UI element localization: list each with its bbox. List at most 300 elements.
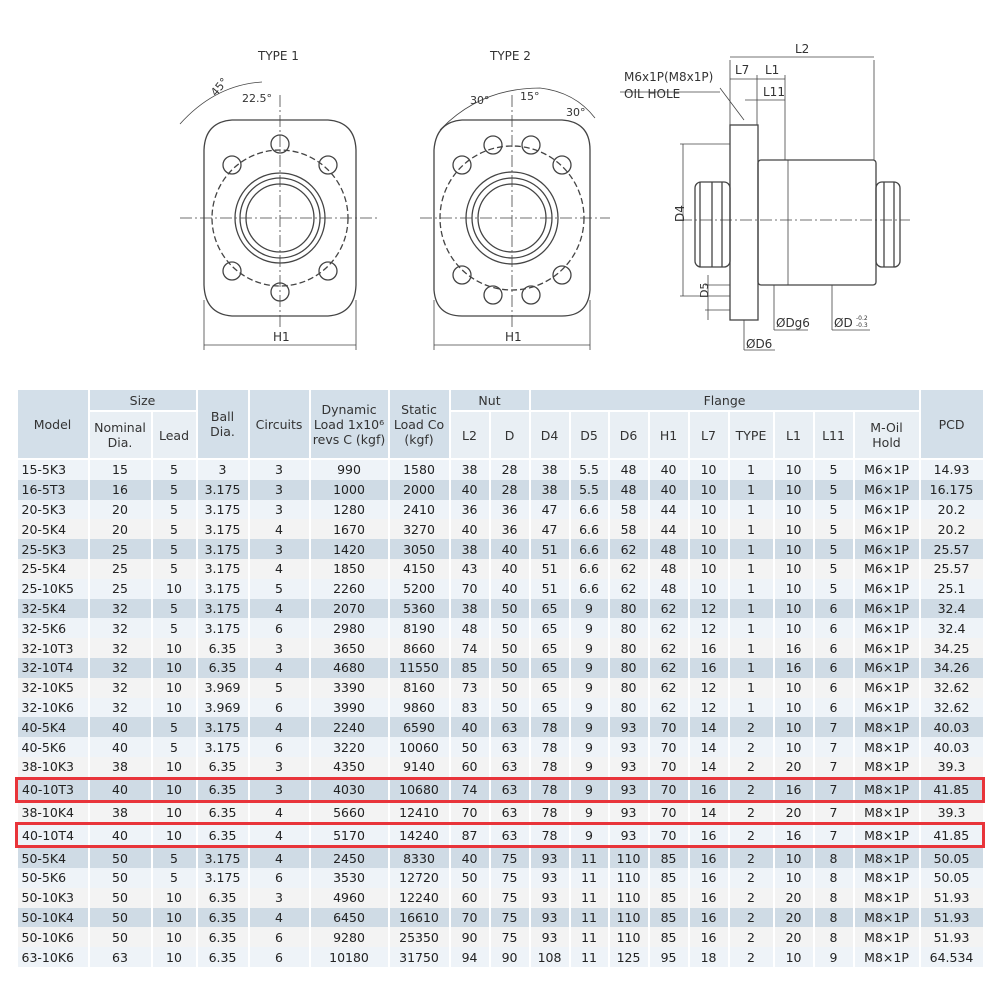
table-cell: 2 <box>729 824 774 847</box>
table-cell: 48 <box>609 480 649 500</box>
table-cell: 70 <box>649 801 689 824</box>
table-cell: 20 <box>774 927 814 947</box>
table-cell: 51.93 <box>920 927 984 947</box>
table-cell: 4 <box>249 658 310 678</box>
table-cell: 110 <box>609 868 649 888</box>
model-cell: 25-5K4 <box>17 559 89 579</box>
table-cell: 3.175 <box>197 519 249 539</box>
table-cell: 32.4 <box>920 618 984 638</box>
table-cell: 2260 <box>310 579 389 599</box>
table-cell: 6.6 <box>570 559 609 579</box>
table-cell: 75 <box>490 847 530 868</box>
d4-label: D4 <box>673 205 687 222</box>
table-cell: 3 <box>249 480 310 500</box>
table-cell: 110 <box>609 927 649 947</box>
table-cell: 63 <box>490 801 530 824</box>
table-cell: 8660 <box>389 638 450 658</box>
header-d6: D6 <box>609 411 649 459</box>
table-cell: 75 <box>490 908 530 928</box>
table-cell: 1 <box>729 539 774 559</box>
table-row <box>17 599 984 619</box>
table-cell: 10 <box>689 539 729 559</box>
table-cell: 38 <box>450 539 490 559</box>
table-cell: 5 <box>814 459 854 480</box>
table-cell: 1 <box>729 658 774 678</box>
table-cell: 50 <box>490 678 530 698</box>
table-cell: M6×1P <box>854 599 920 619</box>
table-cell: 70 <box>649 717 689 737</box>
table-cell: 3.969 <box>197 698 249 718</box>
table-cell: 1280 <box>310 500 389 520</box>
table-cell: 11 <box>570 847 609 868</box>
table-cell: 10 <box>774 847 814 868</box>
table-cell: 8 <box>814 888 854 908</box>
table-cell: 6.35 <box>197 888 249 908</box>
header-l1: L1 <box>774 411 814 459</box>
table-cell: 5 <box>814 500 854 520</box>
table-cell: 50 <box>89 908 152 928</box>
table-cell: 95 <box>649 947 689 967</box>
table-cell: 3530 <box>310 868 389 888</box>
table-cell: 5 <box>814 480 854 500</box>
table-cell: 41.85 <box>920 824 984 847</box>
table-cell: 1 <box>729 459 774 480</box>
table-cell: 3 <box>249 459 310 480</box>
table-cell: 5.5 <box>570 459 609 480</box>
table-cell: 16 <box>774 824 814 847</box>
table-cell: 80 <box>609 678 649 698</box>
table-cell: 9 <box>570 737 609 757</box>
table-cell: M6×1P <box>854 638 920 658</box>
table-cell: 40 <box>89 824 152 847</box>
table-cell: 51.93 <box>920 908 984 928</box>
table-cell: 5 <box>152 559 197 579</box>
table-cell: 14240 <box>389 824 450 847</box>
model-cell: 38-10K3 <box>17 757 89 778</box>
table-cell: 39.3 <box>920 801 984 824</box>
table-cell: 5 <box>249 579 310 599</box>
table-cell: 50 <box>490 618 530 638</box>
table-cell: 28 <box>490 459 530 480</box>
table-cell: 50 <box>490 599 530 619</box>
table-cell: 6 <box>249 868 310 888</box>
table-cell: 5 <box>814 579 854 599</box>
type2-angle-15: 15° <box>520 90 540 103</box>
table-cell: 73 <box>450 678 490 698</box>
table-row <box>17 888 984 908</box>
table-row <box>17 947 984 967</box>
table-cell: 5 <box>152 868 197 888</box>
table-cell: 1 <box>729 579 774 599</box>
table-cell: 1 <box>729 519 774 539</box>
table-cell: 78 <box>530 778 570 801</box>
table-cell: 16 <box>689 888 729 908</box>
table-cell: 32.62 <box>920 698 984 718</box>
table-cell: 6.35 <box>197 778 249 801</box>
table-cell: 10 <box>152 678 197 698</box>
table-cell: 58 <box>609 500 649 520</box>
table-cell: 50 <box>89 847 152 868</box>
table-cell: 9 <box>570 638 609 658</box>
table-cell: 20.2 <box>920 519 984 539</box>
table-cell: 85 <box>649 868 689 888</box>
table-cell: 3050 <box>389 539 450 559</box>
table-cell: M6×1P <box>854 678 920 698</box>
table-cell: 51.93 <box>920 888 984 908</box>
table-cell: 80 <box>609 618 649 638</box>
table-row <box>17 847 984 868</box>
table-cell: 3.969 <box>197 678 249 698</box>
table-cell: 40 <box>450 519 490 539</box>
table-cell: 25350 <box>389 927 450 947</box>
table-cell: 62 <box>649 638 689 658</box>
table-cell: 38 <box>89 801 152 824</box>
model-cell: 40-5K4 <box>17 717 89 737</box>
l7-label: L7 <box>735 63 750 77</box>
table-cell: 10 <box>774 539 814 559</box>
table-cell: 10 <box>689 559 729 579</box>
table-cell: 110 <box>609 847 649 868</box>
table-cell: 9860 <box>389 698 450 718</box>
table-cell: 4 <box>249 717 310 737</box>
table-cell: 25.1 <box>920 579 984 599</box>
table-cell: 16 <box>689 658 729 678</box>
table-cell: 85 <box>649 888 689 908</box>
table-cell: 8190 <box>389 618 450 638</box>
table-cell: 10 <box>152 658 197 678</box>
table-cell: 10 <box>152 947 197 967</box>
table-cell: 93 <box>609 737 649 757</box>
table-cell: 16 <box>689 638 729 658</box>
table-cell: 62 <box>649 658 689 678</box>
header-d4: D4 <box>530 411 570 459</box>
table-cell: 6 <box>814 618 854 638</box>
table-cell: 74 <box>450 638 490 658</box>
type2-angle-30-left: 30° <box>470 94 490 107</box>
table-cell: 6 <box>814 638 854 658</box>
table-cell: 3270 <box>389 519 450 539</box>
header-d5: D5 <box>570 411 609 459</box>
table-row <box>17 778 984 801</box>
table-cell: 65 <box>530 599 570 619</box>
table-cell: 70 <box>649 737 689 757</box>
table-cell: 4 <box>249 847 310 868</box>
table-cell: 10 <box>774 868 814 888</box>
header-lead: Lead <box>152 411 197 459</box>
model-cell: 40-5K6 <box>17 737 89 757</box>
table-cell: 12 <box>689 698 729 718</box>
table-cell: 6.35 <box>197 801 249 824</box>
table-cell: M6×1P <box>854 519 920 539</box>
table-row <box>17 737 984 757</box>
type2-angle-30-right: 30° <box>566 106 586 119</box>
table-cell: 65 <box>530 658 570 678</box>
model-cell: 32-5K6 <box>17 618 89 638</box>
table-cell: 70 <box>450 579 490 599</box>
table-cell: 51 <box>530 539 570 559</box>
table-cell: 70 <box>649 757 689 778</box>
table-cell: 44 <box>649 500 689 520</box>
table-cell: 8160 <box>389 678 450 698</box>
table-cell: 65 <box>530 698 570 718</box>
table-cell: 125 <box>609 947 649 967</box>
model-cell: 32-10T3 <box>17 638 89 658</box>
table-cell: 1 <box>729 638 774 658</box>
model-cell: 63-10K6 <box>17 947 89 967</box>
table-cell: 93 <box>609 801 649 824</box>
table-cell: 63 <box>89 947 152 967</box>
table-cell: 40 <box>649 480 689 500</box>
table-cell: 6 <box>814 599 854 619</box>
table-cell: 8330 <box>389 847 450 868</box>
table-cell: 2 <box>729 737 774 757</box>
model-cell: 50-5K4 <box>17 847 89 868</box>
table-row <box>17 459 984 480</box>
table-cell: 5 <box>152 618 197 638</box>
table-cell: M8×1P <box>854 757 920 778</box>
header-m-oil-hold: M-Oil Hold <box>854 411 920 459</box>
table-cell: 4030 <box>310 778 389 801</box>
table-row <box>17 500 984 520</box>
table-cell: 74 <box>450 778 490 801</box>
table-cell: 32 <box>89 638 152 658</box>
l1-label: L1 <box>765 63 780 77</box>
table-cell: M8×1P <box>854 737 920 757</box>
table-cell: 62 <box>649 678 689 698</box>
table-cell: 3.175 <box>197 599 249 619</box>
table-cell: 2 <box>729 908 774 928</box>
table-cell: 2240 <box>310 717 389 737</box>
table-cell: 10060 <box>389 737 450 757</box>
table-row <box>17 618 984 638</box>
header-pcd: PCD <box>920 389 984 459</box>
table-cell: M8×1P <box>854 927 920 947</box>
table-cell: 12410 <box>389 801 450 824</box>
table-cell: 5 <box>814 559 854 579</box>
table-cell: 16 <box>774 638 814 658</box>
table-cell: 1 <box>729 618 774 638</box>
table-cell: 3.175 <box>197 717 249 737</box>
table-cell: 4 <box>249 519 310 539</box>
table-cell: 9 <box>570 717 609 737</box>
table-cell: 4 <box>249 908 310 928</box>
table-cell: 3.175 <box>197 559 249 579</box>
table-cell: 43 <box>450 559 490 579</box>
table-cell: 7 <box>814 737 854 757</box>
table-cell: 6.35 <box>197 927 249 947</box>
table-cell: 10 <box>689 579 729 599</box>
table-cell: 1420 <box>310 539 389 559</box>
table-cell: 3390 <box>310 678 389 698</box>
l11-label: L11 <box>763 85 785 99</box>
table-cell: 10 <box>774 459 814 480</box>
header-flange: Flange <box>530 389 920 411</box>
table-cell: 6.35 <box>197 824 249 847</box>
table-cell: 78 <box>530 717 570 737</box>
table-cell: 93 <box>530 888 570 908</box>
table-cell: 6.6 <box>570 539 609 559</box>
table-cell: 14 <box>689 801 729 824</box>
table-cell: 36 <box>490 500 530 520</box>
table-cell: 6.35 <box>197 947 249 967</box>
table-cell: 62 <box>649 698 689 718</box>
table-cell: 10 <box>152 579 197 599</box>
table-cell: 10 <box>774 618 814 638</box>
table-cell: 80 <box>609 599 649 619</box>
table-cell: M8×1P <box>854 801 920 824</box>
table-cell: 90 <box>450 927 490 947</box>
table-cell: 80 <box>609 698 649 718</box>
table-cell: 93 <box>530 908 570 928</box>
table-cell: 3 <box>249 888 310 908</box>
table-cell: 70 <box>649 778 689 801</box>
table-cell: 2 <box>729 757 774 778</box>
table-cell: 7 <box>814 801 854 824</box>
table-cell: M6×1P <box>854 698 920 718</box>
table-cell: 78 <box>530 824 570 847</box>
table-row <box>17 698 984 718</box>
table-cell: 50.05 <box>920 847 984 868</box>
model-cell: 16-5T3 <box>17 480 89 500</box>
ball-screw-spec-table <box>15 388 985 967</box>
table-cell: 12720 <box>389 868 450 888</box>
type1-angle-22: 22.5° <box>242 92 272 105</box>
table-cell: 40 <box>89 778 152 801</box>
table-cell: 5660 <box>310 801 389 824</box>
table-cell: 50 <box>89 927 152 947</box>
header-dynamic-load: Dynamic Load 1x10⁶ revs C (kgf) <box>310 389 389 459</box>
table-cell: 20 <box>774 908 814 928</box>
table-cell: 6.6 <box>570 579 609 599</box>
header-l7: L7 <box>689 411 729 459</box>
table-cell: 1 <box>729 698 774 718</box>
table-cell: 6 <box>249 698 310 718</box>
header-nut: Nut <box>450 389 530 411</box>
table-cell: 5360 <box>389 599 450 619</box>
table-cell: 63 <box>490 778 530 801</box>
table-cell: 8 <box>814 927 854 947</box>
table-cell: 93 <box>609 824 649 847</box>
table-cell: 28 <box>490 480 530 500</box>
table-cell: 60 <box>450 757 490 778</box>
table-cell: M6×1P <box>854 539 920 559</box>
table-cell: 2000 <box>389 480 450 500</box>
table-cell: 3.175 <box>197 737 249 757</box>
table-cell: 20.2 <box>920 500 984 520</box>
table-cell: 990 <box>310 459 389 480</box>
table-cell: 32.62 <box>920 678 984 698</box>
table-cell: 40.03 <box>920 737 984 757</box>
table-cell: 78 <box>530 801 570 824</box>
table-cell: 6.35 <box>197 908 249 928</box>
table-cell: 1 <box>729 500 774 520</box>
table-cell: 50 <box>490 698 530 718</box>
table-cell: 75 <box>490 888 530 908</box>
table-cell: 62 <box>609 559 649 579</box>
table-cell: 48 <box>649 559 689 579</box>
table-cell: 85 <box>649 847 689 868</box>
table-cell: 5.5 <box>570 480 609 500</box>
table-cell: 93 <box>530 868 570 888</box>
table-cell: 6 <box>814 658 854 678</box>
table-cell: 75 <box>490 868 530 888</box>
table-cell: 3 <box>249 757 310 778</box>
model-cell: 38-10K4 <box>17 801 89 824</box>
table-cell: 3 <box>249 638 310 658</box>
table-cell: 63 <box>490 757 530 778</box>
d-label: ØD <box>834 316 853 330</box>
table-cell: 10 <box>689 519 729 539</box>
table-cell: 32 <box>89 599 152 619</box>
table-cell: 50 <box>450 737 490 757</box>
table-cell: 40 <box>89 717 152 737</box>
table-cell: 5 <box>814 539 854 559</box>
table-cell: 48 <box>649 539 689 559</box>
oil-hole-spec: M6x1P(M8x1P) <box>624 70 714 84</box>
table-cell: M8×1P <box>854 888 920 908</box>
table-cell: 10 <box>152 824 197 847</box>
table-cell: 1 <box>729 599 774 619</box>
table-cell: 65 <box>530 618 570 638</box>
table-cell: 4 <box>249 559 310 579</box>
table-cell: 44 <box>649 519 689 539</box>
table-cell: 6.35 <box>197 757 249 778</box>
table-cell: 110 <box>609 888 649 908</box>
table-cell: 83 <box>450 698 490 718</box>
table-cell: 10 <box>774 559 814 579</box>
table-cell: 2980 <box>310 618 389 638</box>
table-cell: 25 <box>89 539 152 559</box>
table-cell: 70 <box>649 824 689 847</box>
header-size: Size <box>89 389 197 411</box>
table-cell: 7 <box>814 717 854 737</box>
table-cell: M8×1P <box>854 868 920 888</box>
table-cell: 10 <box>774 947 814 967</box>
table-cell: 25.57 <box>920 559 984 579</box>
table-cell: 5 <box>814 519 854 539</box>
table-cell: 80 <box>609 638 649 658</box>
table-cell: 2 <box>729 801 774 824</box>
table-cell: 2 <box>729 947 774 967</box>
table-row <box>17 824 984 847</box>
model-cell: 32-10K5 <box>17 678 89 698</box>
table-cell: 6450 <box>310 908 389 928</box>
d-tol-lower: -0.3 <box>856 322 868 329</box>
table-cell: M6×1P <box>854 459 920 480</box>
table-cell: 16610 <box>389 908 450 928</box>
table-cell: 25 <box>89 559 152 579</box>
table-cell: 93 <box>609 717 649 737</box>
model-cell: 25-5K3 <box>17 539 89 559</box>
table-cell: 15 <box>89 459 152 480</box>
table-cell: 40 <box>649 459 689 480</box>
table-cell: 10 <box>774 698 814 718</box>
table-cell: 4 <box>249 824 310 847</box>
table-cell: 4 <box>249 801 310 824</box>
header-static-load: Static Load Co (kgf) <box>389 389 450 459</box>
model-cell: 32-10K6 <box>17 698 89 718</box>
table-cell: 14 <box>689 757 729 778</box>
table-cell: 10 <box>774 737 814 757</box>
table-cell: 6 <box>814 698 854 718</box>
table-cell: 10 <box>152 698 197 718</box>
model-cell: 15-5K3 <box>17 459 89 480</box>
l2-label: L2 <box>795 42 810 56</box>
table-cell: M6×1P <box>854 579 920 599</box>
table-cell: 16 <box>774 658 814 678</box>
table-cell: 6 <box>249 618 310 638</box>
table-cell: 6 <box>249 947 310 967</box>
